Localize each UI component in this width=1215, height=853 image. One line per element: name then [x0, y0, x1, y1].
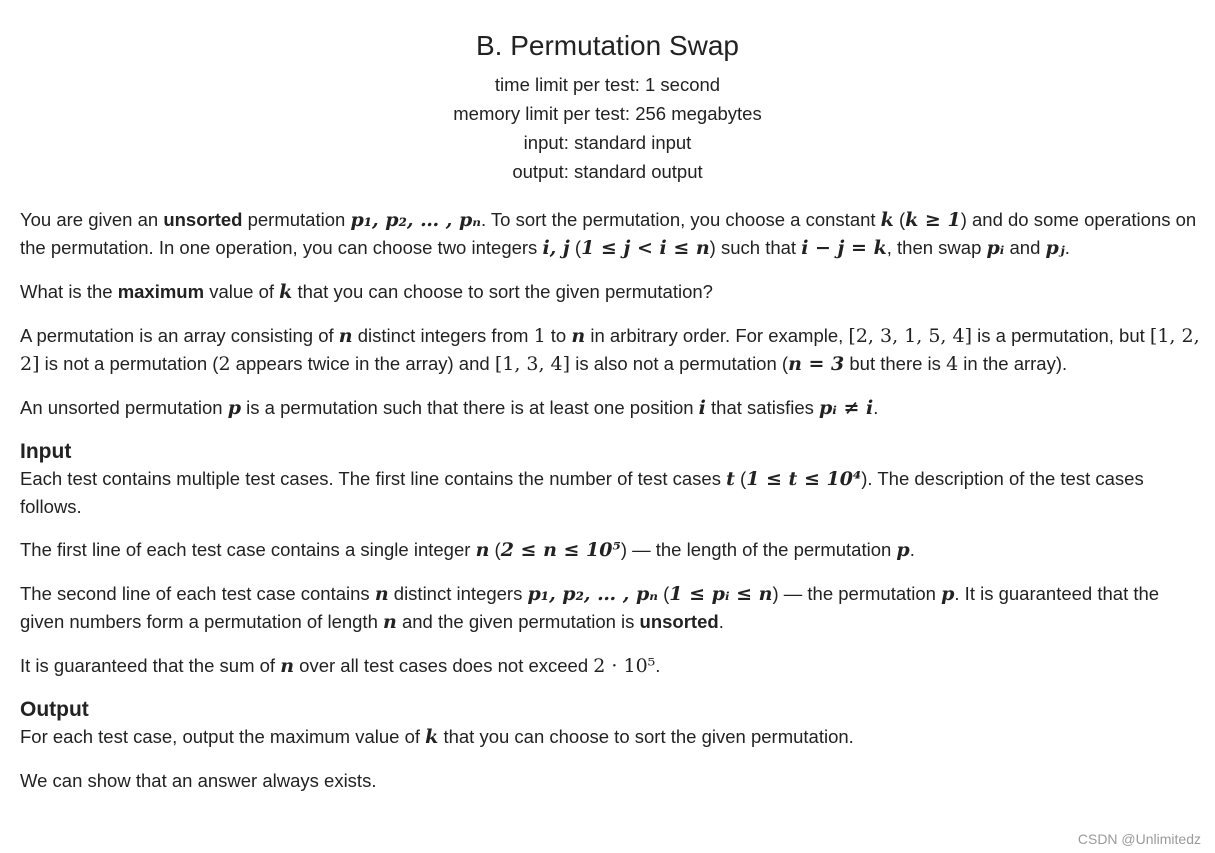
- emphasis: maximum: [117, 281, 205, 302]
- output-section-title: Output: [20, 698, 89, 721]
- text: An unsorted permutation: [20, 397, 228, 418]
- input-spec: input: standard input: [523, 132, 692, 153]
- text: .: [718, 611, 724, 632]
- math: 2: [218, 353, 231, 375]
- problem-header: [0, 0, 1215, 186]
- memory-limit: memory limit per test: 256 megabytes: [453, 103, 762, 124]
- text: in arbitrary order. For example,: [585, 325, 849, 346]
- text: ) and do some operations on the permutation. In one operation, you can choose two integers: [20, 209, 1197, 258]
- text: distinct integers: [388, 583, 528, 604]
- math: k: [279, 281, 293, 303]
- math: pⱼ: [1045, 237, 1065, 259]
- text: that satisfies: [705, 397, 819, 418]
- math: n: [280, 655, 295, 677]
- text: A permutation is an array consisting of: [20, 325, 339, 346]
- math: n: [475, 539, 490, 561]
- math: 1 ≤ t ≤ 10⁴: [746, 468, 862, 490]
- math: 1 ≤ pᵢ ≤ n: [669, 583, 773, 605]
- text: over all test cases does not exceed: [294, 655, 594, 676]
- math: t: [726, 468, 735, 490]
- text: ). The description of the test cases follows.: [20, 468, 1144, 517]
- math: p: [896, 539, 910, 561]
- math: i − j = k: [801, 237, 887, 259]
- text: .: [1064, 237, 1070, 258]
- math: n: [338, 325, 353, 347]
- text: .: [655, 655, 661, 676]
- text: (: [569, 237, 582, 258]
- text: (: [657, 583, 670, 604]
- text: You are given an: [20, 209, 164, 230]
- math: 4: [946, 353, 959, 375]
- text: .: [873, 397, 879, 418]
- text: distinct integers from: [352, 325, 534, 346]
- input-section-title: Input: [20, 440, 72, 463]
- problem-statement: [20, 206, 1203, 810]
- math: k: [425, 726, 439, 748]
- math: n: [571, 325, 586, 347]
- text: (: [893, 209, 906, 230]
- math: k: [880, 209, 894, 231]
- watermark: CSDN @Unlimitedz: [1077, 831, 1201, 847]
- statement-paragraph: [20, 206, 1203, 262]
- statement-paragraph: [20, 394, 1203, 422]
- text: ) such that: [709, 237, 802, 258]
- math: k ≥ 1: [905, 209, 961, 231]
- math: 2 · 10⁵: [593, 655, 656, 677]
- input-paragraph: [20, 652, 1203, 680]
- output-paragraph: [20, 767, 1203, 794]
- text: For each test case, output the maximum value of: [20, 726, 426, 747]
- math: n = 3: [788, 353, 845, 375]
- text: in the array).: [958, 353, 1068, 374]
- input-paragraph: [20, 536, 1203, 564]
- input-paragraph: [20, 580, 1203, 636]
- text: and: [1004, 237, 1046, 258]
- text: is not a permutation (: [39, 353, 219, 374]
- math: i: [698, 397, 706, 419]
- math: 1 ≤ j < i ≤ n: [581, 237, 710, 259]
- text: , then swap: [886, 237, 987, 258]
- text: permutation: [242, 209, 351, 230]
- math: [1, 3, 4]: [494, 353, 571, 375]
- input-paragraph: [20, 465, 1203, 520]
- math: p₁, p₂, … , pₙ: [527, 583, 658, 605]
- math: [1, 2, 2]: [20, 325, 1200, 375]
- text: We can show that an answer always exists.: [20, 770, 377, 791]
- time-limit: time limit per test: 1 second: [494, 74, 721, 95]
- text: but there is: [844, 353, 947, 374]
- text: appears twice in the array) and: [230, 353, 495, 374]
- statement-paragraph: [20, 322, 1203, 378]
- emphasis: unsorted: [639, 611, 719, 632]
- math: 2 ≤ n ≤ 10⁵: [500, 539, 621, 561]
- text: is a permutation, but: [972, 325, 1150, 346]
- math: p: [941, 583, 955, 605]
- text: What is the: [20, 281, 118, 302]
- text: and the given permutation is: [396, 611, 640, 632]
- text: Each test contains multiple test cases. The first line contains the number of test cases: [20, 468, 727, 489]
- text: that you can choose to sort the given permutation?: [292, 281, 713, 302]
- output-spec: output: standard output: [512, 161, 703, 182]
- text: The second line of each test case contains: [20, 583, 375, 604]
- text: ) — the length of the permutation: [620, 539, 897, 560]
- text: . To sort the permutation, you choose a constant: [480, 209, 881, 230]
- text: .: [909, 539, 915, 560]
- text: is a permutation such that there is at least one position: [241, 397, 699, 418]
- math: p: [227, 397, 242, 419]
- math: n: [374, 583, 389, 605]
- text: is also not a permutation (: [570, 353, 789, 374]
- math: pᵢ: [986, 237, 1005, 259]
- math: 1: [533, 325, 546, 347]
- math: p₁, p₂, … , pₙ: [350, 209, 481, 231]
- math: pᵢ ≠ i: [819, 397, 874, 419]
- math: n: [383, 611, 397, 633]
- text: . It is guaranteed that the given numbers form a permutation of length: [20, 583, 1160, 632]
- text: (: [734, 468, 747, 489]
- statement-paragraph: [20, 278, 1203, 306]
- output-paragraph: [20, 723, 1203, 751]
- text: It is guaranteed that the sum of: [20, 655, 281, 676]
- emphasis: unsorted: [163, 209, 243, 230]
- text: ) — the permutation: [772, 583, 942, 604]
- text: The first line of each test case contains a single integer: [20, 539, 476, 560]
- text: (: [489, 539, 501, 560]
- math: i, j: [542, 237, 570, 259]
- text: value of: [204, 281, 280, 302]
- text: that you can choose to sort the given permutation.: [438, 726, 854, 747]
- problem-title: B. Permutation Swap: [475, 30, 740, 61]
- math: [2, 3, 1, 5, 4]: [848, 325, 973, 347]
- text: to: [545, 325, 572, 346]
